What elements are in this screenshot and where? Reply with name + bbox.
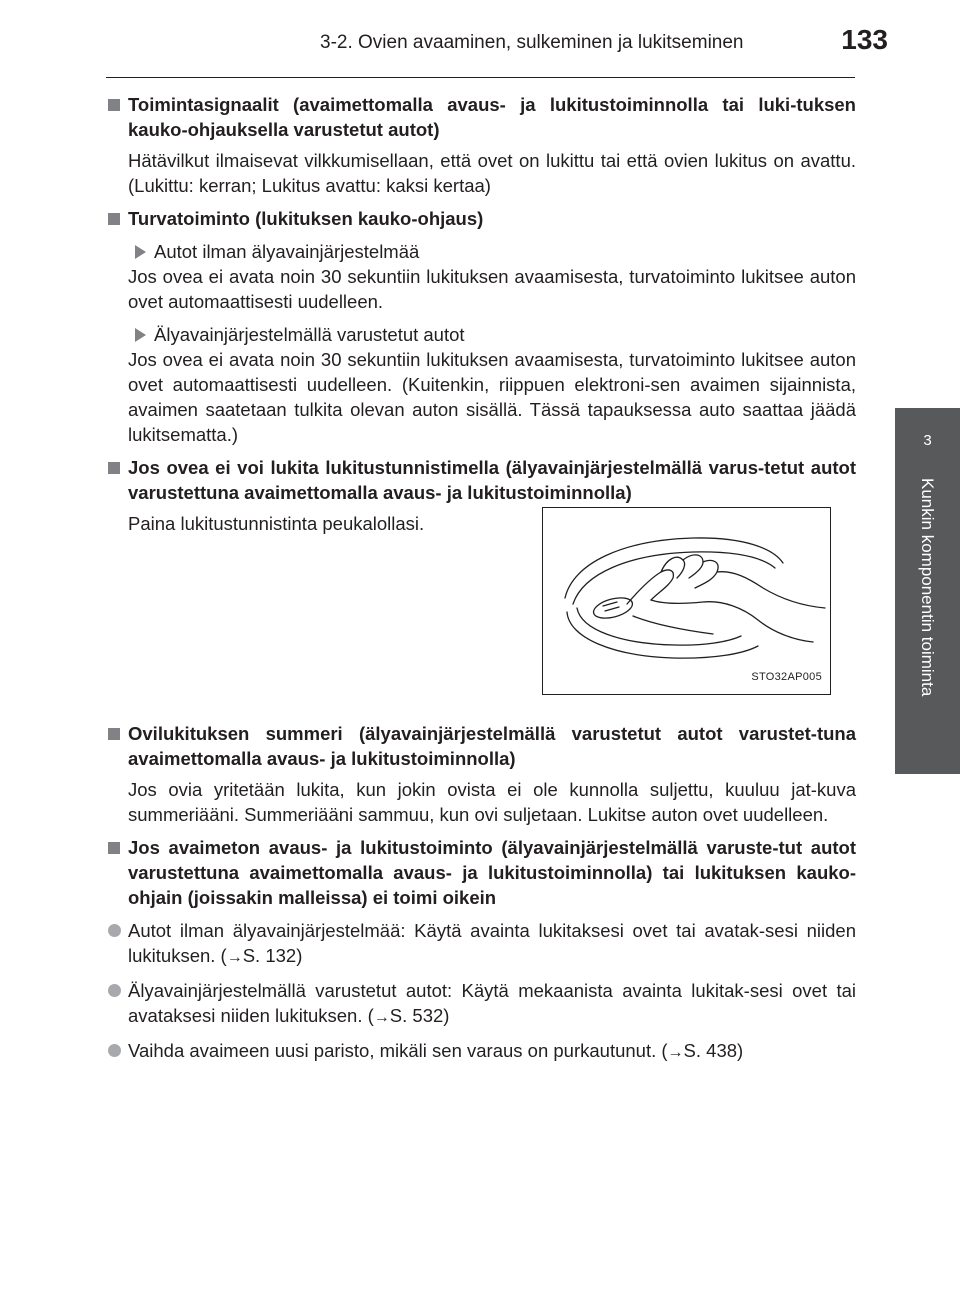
header-divider [106,77,855,78]
triangle-bullet-icon [135,328,146,342]
list-item: Autot ilman älyavainjärjestelmää: Käytä avainta lukitaksesi ovet tai avatak-sesi niiden lukituksen. (→S. 132) [106,918,856,970]
arrow-right-icon: → [667,1044,684,1061]
section-heading: Ovilukituksen summeri (älyavainjärjestelmällä varustetut autot varustet-tuna avaimettomalla avaus- ja lukitustoiminnolla) [106,721,856,771]
section-text: Hätävilkut ilmaisevat vilkkumisellaan, että ovet on lukittu tai että ovien lukitus on avattu. (Lukittu: kerran; Lukitus avattu: kaksi kertaa) [128,150,856,196]
chapter-title: Kunkin komponentin toiminta [918,478,937,697]
section-heading: Toimintasignaalit (avaimettomalla avaus- ja lukitustoiminnolla tai luki-tuksen kauko-ohjauksella varustetut autot) [106,92,856,142]
section-heading: Jos ovea ei voi lukita lukitustunnistimella (älyavainjärjestelmällä varus-tetut autot varustettuna avaimettomalla avaus- ja lukitustoiminnolla) [106,455,856,505]
section-text: Jos ovia yritetään lukita, kun jokin ovista ei ole kunnolla suljettu, kuuluu jat-kuva summeriääni. Summeriääni sammuu, kun ovi suljetaan. Lukitse auton ovet uudelleen. [128,779,856,825]
door-handle-illustration [542,507,831,695]
section-heading: Turvatoiminto (lukituksen kauko-ohjaus) [106,206,856,231]
square-bullet-icon [108,842,120,854]
arrow-right-icon: → [226,949,243,966]
square-bullet-icon [108,728,120,740]
chapter-number: 3 [923,432,932,449]
section-text: Jos ovea ei avata noin 30 sekuntiin lukituksen avaamisesta, turvatoiminto lukitsee auton ovet automaattisesti uudelleen. (Kuitenkin, riippuen elektroni-sen avaimen sijainnista, avaimen saatetaan tulkita olevan auton sisällä. Tässä tapauksessa auto saattaa jäädä lukitsematta.) [128,349,856,445]
page-reference-link[interactable]: S. 438) [683,1040,744,1061]
square-bullet-icon [108,213,120,225]
section-text: Paina lukitustunnistinta peukalollasi. [128,513,425,534]
figure-code: STO32AP005 [751,671,822,683]
section-text: Jos ovea ei avata noin 30 sekuntiin lukituksen avaamisesta, turvatoiminto lukitsee auton ovet automaattisesti uudelleen. [128,266,856,312]
page-reference-link[interactable]: S. 532) [389,1005,450,1026]
running-header: 3-2. Ovien avaaminen, sulkeminen ja lukitseminen [320,32,744,53]
page-number: 133 [841,24,888,55]
square-bullet-icon [108,99,120,111]
circle-bullet-icon [108,984,121,997]
arrow-right-icon: → [373,1009,390,1026]
section-heading: Jos avaimeton avaus- ja lukitustoiminto (älyavainjärjestelmällä varuste-tut autot varustettuna avaimettomalla avaus- ja lukitustoiminnolla) tai lukituksen kauko-ohjain (joissakin malleissa) ei toimi oikein [106,835,856,910]
sub-heading: Älyavainjärjestelmällä varustetut autot [106,322,856,347]
circle-bullet-icon [108,924,121,937]
page-content [106,86,856,1073]
triangle-bullet-icon [135,245,146,259]
sub-heading: Autot ilman älyavainjärjestelmää [106,239,856,264]
list-item: Vaihda avaimeen uusi paristo, mikäli sen varaus on purkautunut. (→S. 438) [106,1038,856,1065]
figure-row [106,511,856,711]
square-bullet-icon [108,462,120,474]
page-reference-link[interactable]: S. 132) [242,945,303,966]
list-item: Älyavainjärjestelmällä varustetut autot: Käytä mekaanista avainta lukitak-sesi ovet tai avataksesi niiden lukituksen. (→S. 532) [106,978,856,1030]
circle-bullet-icon [108,1044,121,1057]
